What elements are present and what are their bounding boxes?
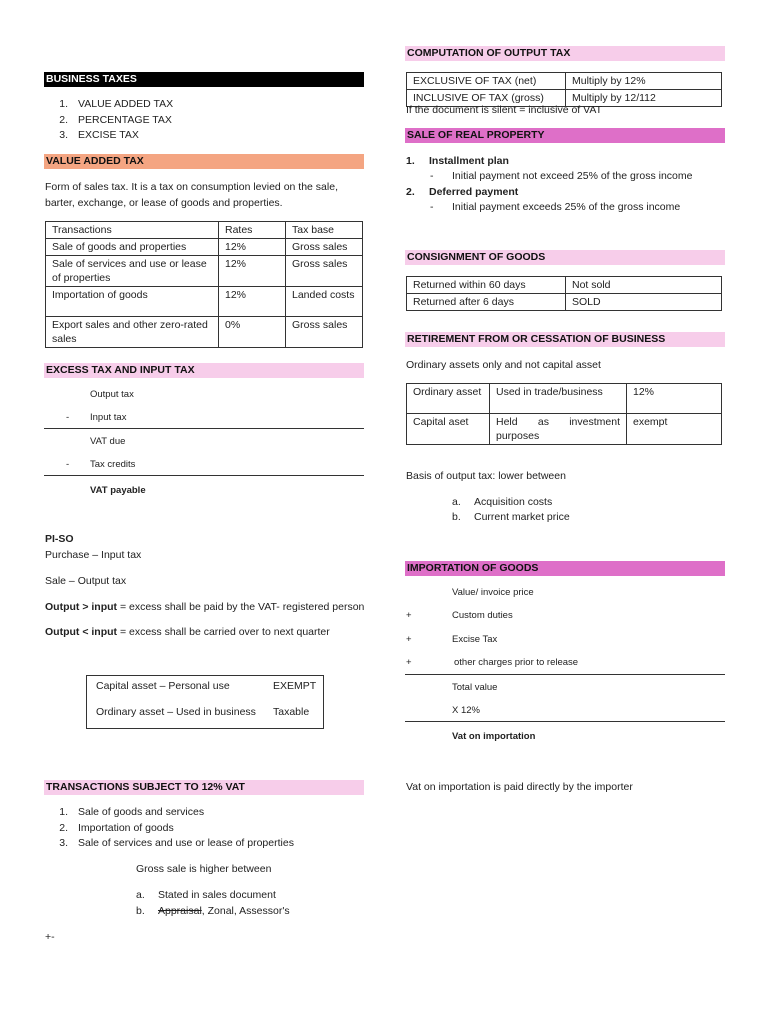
table-row: INCLUSIVE OF TAX (gross) Multiply by 12/112 [407, 90, 722, 107]
capital-asset-value: EXEMPT [273, 680, 317, 692]
table-row: Capital aset Held as investment purposes exempt [407, 414, 722, 445]
vat-header: VALUE ADDED TAX [44, 154, 364, 169]
dash: - [430, 201, 434, 213]
list-item: 1. Sale of goods and services [59, 806, 205, 818]
list-item: 2. PERCENTAGE TAX [59, 113, 172, 126]
minus-sign: - [66, 459, 70, 470]
table-header-row: Transactions Rates Tax base [46, 222, 363, 239]
basis-a: Acquisition costs [474, 496, 553, 508]
times-twelve-percent: X 12% [452, 705, 480, 716]
vat-on-importation-label: Vat on importation [452, 731, 536, 742]
real-property-header: SALE OF REAL PROPERTY [405, 128, 725, 143]
plus-sign: + [406, 634, 412, 645]
input-tax-label: Input tax [90, 412, 127, 423]
importation-header: IMPORTATION OF GOODS [405, 561, 725, 576]
list-item: 3. Sale of services and use or lease of properties [59, 837, 294, 849]
computation-table [406, 72, 722, 107]
tax-credits-label: Tax credits [90, 459, 136, 470]
basis-a-num: a. [452, 496, 461, 508]
basis-b: Current market price [474, 511, 570, 523]
computation-header: COMPUTATION OF OUTPUT TAX [405, 46, 725, 61]
transactions-list [46, 805, 294, 852]
divider [44, 475, 364, 476]
minus-sign: - [66, 412, 70, 423]
divider [44, 428, 364, 429]
table-row: Returned within 60 days Not sold [407, 277, 722, 294]
list-item: 3. EXCISE TAX [59, 129, 139, 141]
divider [405, 674, 725, 675]
table-row: Importation of goods 12% Landed costs [46, 287, 363, 317]
basis-output-tax: Basis of output tax: lower between [406, 470, 566, 482]
sub-item-a: Stated in sales document [158, 889, 276, 901]
vat-due-label: VAT due [90, 436, 126, 447]
plus-sign: + [406, 610, 412, 621]
piso-rule-output-less: Output < input = excess shall be carried over to next quarter [45, 626, 330, 638]
computation-note: If the document is silent = inclusive of VAT [406, 104, 602, 116]
table-row: Export sales and other zero-rated sales 0% Gross sales [46, 317, 363, 348]
sub-item-b-num: b. [136, 905, 145, 917]
excess-tax-header: EXCESS TAX AND INPUT TAX [44, 363, 364, 378]
table-row: Sale of services and use or lease of properties 12% Gross sales [46, 256, 363, 287]
list-item: 2. Importation of goods [59, 821, 174, 834]
ordinary-asset-value: Taxable [273, 706, 310, 718]
table-row: Returned after 6 days SOLD [407, 294, 722, 311]
vat-table [45, 221, 363, 348]
vat-payable-label: VAT payable [90, 485, 146, 496]
piso-rule-output-greater: Output > input = excess shall be paid by the VAT- registered person [45, 601, 365, 613]
consignment-table [406, 276, 722, 311]
output-tax-label: Output tax [90, 389, 134, 400]
retirement-note: Ordinary assets only and not capital asset [406, 359, 601, 371]
sub-item-b: Appraisal, Zonal, Assessor's [158, 905, 290, 917]
business-taxes-list [46, 97, 173, 144]
consignment-header: CONSIGNMENT OF GOODS [405, 250, 725, 265]
retirement-table [406, 383, 722, 445]
divider [405, 721, 725, 722]
dash: - [430, 170, 434, 182]
deferred-payment-detail: Initial payment exceeds 25% of the gross income [452, 201, 681, 213]
excise-tax-label: Excise Tax [452, 634, 498, 645]
ordinary-asset-label: Ordinary asset – Used in business [96, 706, 256, 718]
transactions-header: TRANSACTIONS SUBJECT TO 12% VAT [44, 780, 364, 795]
footer-mark: +- [45, 931, 55, 943]
table-row: EXCLUSIVE OF TAX (net) Multiply by 12% [407, 73, 722, 90]
table-row: Sale of goods and properties 12% Gross sales [46, 239, 363, 256]
plus-sign: + [406, 657, 412, 668]
vat-description: Form of sales tax. It is a tax on consumption levied on the sale, barter, exchange, or lease of goods and properties. [45, 181, 338, 209]
piso-sale: Sale – Output tax [45, 575, 127, 587]
installment-plan-detail: Initial payment not exceed 25% of the gross income [452, 170, 693, 182]
retirement-header: RETIREMENT FROM OR CESSATION OF BUSINESS [405, 332, 725, 347]
basis-b-num: b. [452, 511, 461, 523]
item-2-num: 2. [406, 186, 415, 198]
business-taxes-header: BUSINESS TAXES [44, 72, 364, 87]
piso-title: PI-SO [45, 533, 74, 545]
installment-plan: Installment plan [429, 155, 509, 167]
gross-sale-note: Gross sale is higher between [136, 863, 272, 875]
other-charges-label: other charges prior to release [454, 657, 579, 668]
deferred-payment: Deferred payment [429, 186, 519, 198]
invoice-price-label: Value/ invoice price [452, 587, 534, 598]
table-row: Ordinary asset Used in trade/business 12% [407, 384, 722, 414]
capital-asset-label: Capital asset – Personal use [96, 680, 230, 692]
importation-note: Vat on importation is paid directly by the importer [406, 781, 633, 793]
custom-duties-label: Custom duties [452, 610, 513, 621]
sub-item-a-num: a. [136, 889, 145, 901]
asset-box [86, 675, 324, 729]
list-item: 1. VALUE ADDED TAX [59, 98, 174, 110]
total-value-label: Total value [452, 682, 498, 693]
item-1-num: 1. [406, 155, 415, 167]
piso-purchase: Purchase – Input tax [45, 549, 142, 561]
